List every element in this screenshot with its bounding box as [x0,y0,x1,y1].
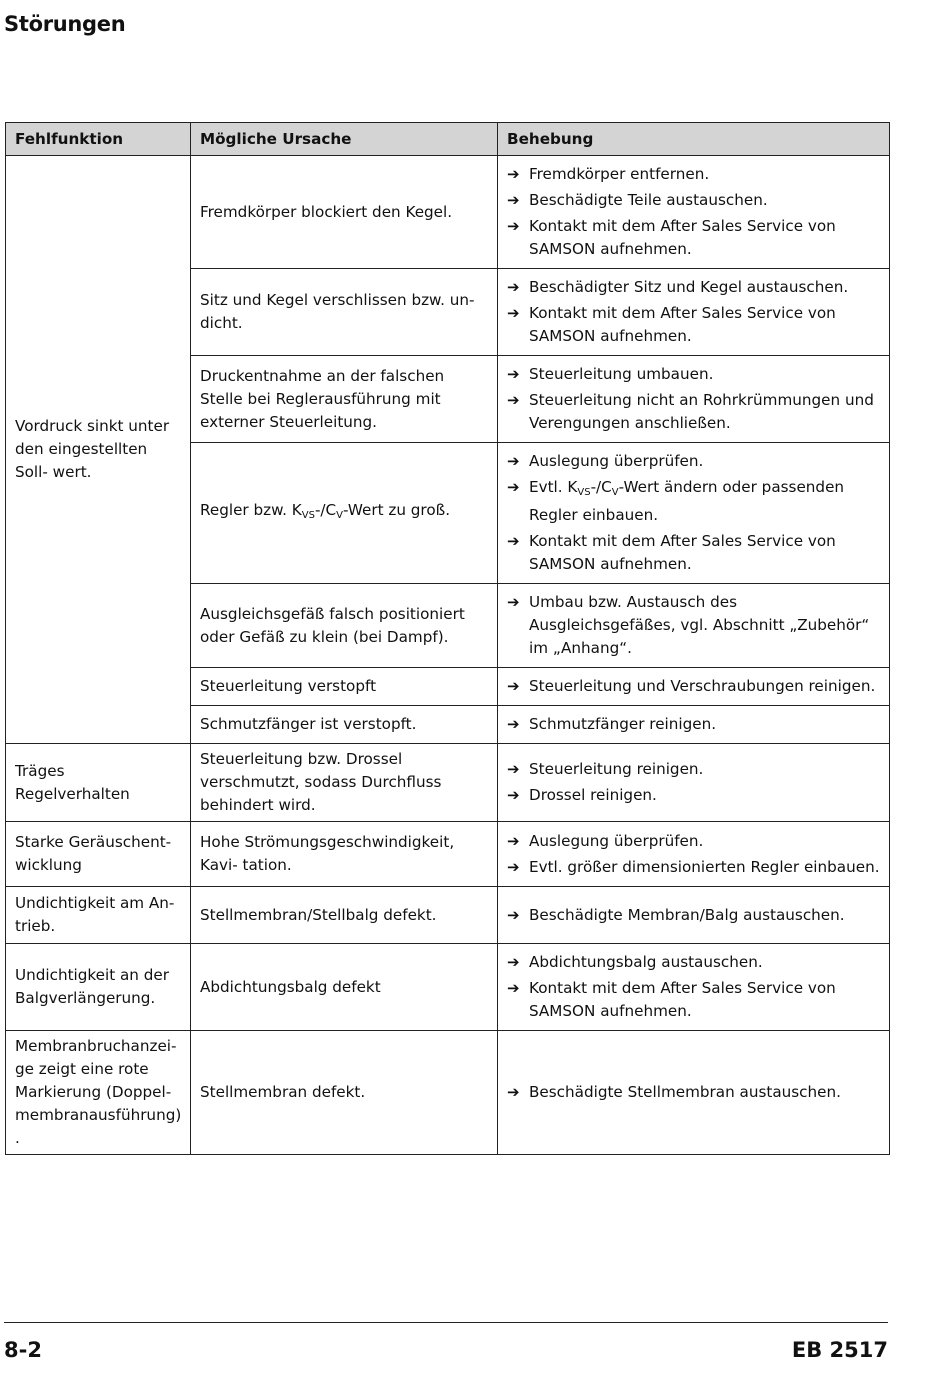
remedy-cell [498,744,890,822]
remedy-text: Kontakt mit dem After Sales Service von SAMSON aufnehmen. [529,304,836,345]
arrow-right-icon: ➔ [507,593,520,611]
arrow-right-icon: ➔ [507,452,520,470]
table-row [6,744,890,822]
remedy-item [507,856,883,879]
cause-cell: Stellmembran defekt. [191,1031,498,1155]
remedy-cell [498,156,890,269]
arrow-right-icon: ➔ [507,165,520,183]
remedy-item [507,276,883,299]
arrow-right-icon: ➔ [507,191,520,209]
remedy-item [507,302,883,348]
remedy-text: Kontakt mit dem After Sales Service von SAMSON aufnehmen. [529,217,836,258]
remedy-cell [498,584,890,668]
page-number: 8-2 [4,1338,42,1362]
column-header-remedy: Behebung [498,123,890,156]
section-title: Störungen [4,12,126,36]
remedy-item [507,675,883,698]
cause-cell: Steuerleitung verstopft [191,668,498,706]
remedy-text: Kontakt mit dem After Sales Service von SAMSON aufnehmen. [529,979,836,1020]
remedy-text: Steuerleitung und Verschraubungen reinigen. [529,677,876,695]
arrow-right-icon: ➔ [507,786,520,804]
cause-cell: Fremdkörper blockiert den Kegel. [191,156,498,269]
remedy-text: Umbau bzw. Austausch des Ausgleichsgefäßes, vgl. Abschnitt „Zubehör“ im „Anhang“. [529,593,870,657]
arrow-right-icon: ➔ [507,278,520,296]
remedy-item [507,830,883,853]
remedy-item [507,713,883,736]
subscript: V [611,487,619,498]
remedy-item [507,476,883,527]
remedy-item [507,363,883,386]
cause-cell: Schmutzfänger ist verstopft. [191,706,498,744]
remedy-text: Auslegung überprüfen. [529,452,704,470]
table-row [6,944,890,1031]
remedy-text: Drossel reinigen. [529,786,657,804]
remedy-text: Beschädigte Stellmembran austauschen. [529,1083,841,1101]
remedy-text: Steuerleitung reinigen. [529,760,704,778]
remedy-text: Beschädigte Membran/Balg austauschen. [529,905,845,924]
table-row [6,822,890,887]
remedy-cell [498,1031,890,1155]
column-header-cause: Mögliche Ursache [191,123,498,156]
remedy-text: Steuerleitung nicht an Rohrkrümmungen und Verengungen anschließen. [529,391,874,432]
remedy-item [507,389,883,435]
table-row [6,887,890,944]
malfunction-cell: Vordruck sinkt unter den eingestellten Soll- wert. [6,156,191,744]
malfunction-cell: Undichtigkeit an der Balgverlängerung. [6,944,191,1031]
arrow-right-icon: ➔ [507,715,520,733]
remedy-text: Auslegung überprüfen. [529,831,704,850]
subscript: VS [577,487,591,498]
table-row [6,156,890,269]
remedy-item [507,977,883,1023]
arrow-right-icon: ➔ [507,478,520,496]
malfunction-cell: Undichtigkeit am An- trieb. [6,887,191,944]
arrow-right-icon: ➔ [507,365,520,383]
remedy-text: -/C [590,478,612,496]
cause-cell: Druckentnahme an der falschen Stelle bei Reglerausführung mit externer Steuerleitung. [191,356,498,443]
remedy-cell [498,706,890,744]
remedy-item [507,163,883,186]
remedy-text: Evtl. größer dimensionierten Regler einbauen. [529,857,880,876]
remedy-cell [498,944,890,1031]
cause-cell: Sitz und Kegel verschlissen bzw. un- dicht. [191,269,498,356]
remedy-item [507,530,883,576]
cause-cell: Stellmembran/Stellbalg defekt. [191,887,498,944]
arrow-right-icon: ➔ [507,677,520,695]
arrow-right-icon: ➔ [507,831,520,850]
remedy-text: Fremdkörper entfernen. [529,165,710,183]
arrow-right-icon: ➔ [507,857,520,876]
remedy-text: -Wert ändern oder passenden Regler einbauen. [529,478,845,524]
remedy-item [507,784,883,807]
arrow-right-icon: ➔ [507,979,520,997]
arrow-right-icon: ➔ [507,304,520,322]
cause-text: -Wert zu groß. [343,501,451,519]
remedy-item [507,951,883,974]
document-id: EB 2517 [791,1338,888,1362]
subscript: VS [301,510,315,521]
malfunction-cell: Starke Geräuschent- wicklung [6,822,191,887]
cause-cell: Steuerleitung bzw. Drossel verschmutzt, sodass Durchfluss behindert wird. [191,744,498,822]
remedy-text: Steuerleitung umbauen. [529,365,714,383]
column-header-malfunction: Fehlfunktion [6,123,191,156]
remedy-cell [498,269,890,356]
remedy-cell [498,356,890,443]
remedy-text: Abdichtungsbalg austauschen. [529,953,763,971]
remedy-text: Beschädigte Teile austauschen. [529,191,768,209]
remedy-item [507,215,883,261]
arrow-right-icon: ➔ [507,905,520,924]
cause-cell [191,443,498,584]
arrow-right-icon: ➔ [507,391,520,409]
remedy-text: Beschädigter Sitz und Kegel austauschen. [529,278,849,296]
table-row [6,1031,890,1155]
remedy-item [507,758,883,781]
table-header-row [6,123,890,156]
arrow-right-icon: ➔ [507,1083,520,1101]
remedy-text: Schmutzfänger reinigen. [529,715,717,733]
malfunction-cell: Membranbruchanzei- ge zeigt eine rote Markierung (Doppel- membranausführung). [6,1031,191,1155]
cause-text: -/C [314,501,337,519]
remedy-text: Evtl. K [529,478,578,496]
remedy-item [507,450,883,473]
remedy-cell [498,887,890,944]
arrow-right-icon: ➔ [507,760,520,778]
cause-cell: Abdichtungsbalg defekt [191,944,498,1031]
cause-text: Regler bzw. K [200,501,302,519]
remedy-item [507,904,883,927]
remedy-cell [498,668,890,706]
troubleshooting-table [5,122,890,1155]
arrow-right-icon: ➔ [507,953,520,971]
cause-cell: Hohe Strömungsgeschwindigkeit, Kavi- tation. [191,822,498,887]
remedy-cell [498,822,890,887]
footer-divider [4,1322,888,1323]
remedy-cell [498,443,890,584]
subscript: V [336,510,343,521]
remedy-item [507,189,883,212]
cause-cell: Ausgleichsgefäß falsch positioniert oder Gefäß zu klein (bei Dampf). [191,584,498,668]
remedy-item [507,1081,883,1104]
remedy-item [507,591,883,660]
arrow-right-icon: ➔ [507,217,520,235]
remedy-text: Kontakt mit dem After Sales Service von SAMSON aufnehmen. [529,532,836,573]
arrow-right-icon: ➔ [507,532,520,550]
malfunction-cell: Träges Regelverhalten [6,744,191,822]
